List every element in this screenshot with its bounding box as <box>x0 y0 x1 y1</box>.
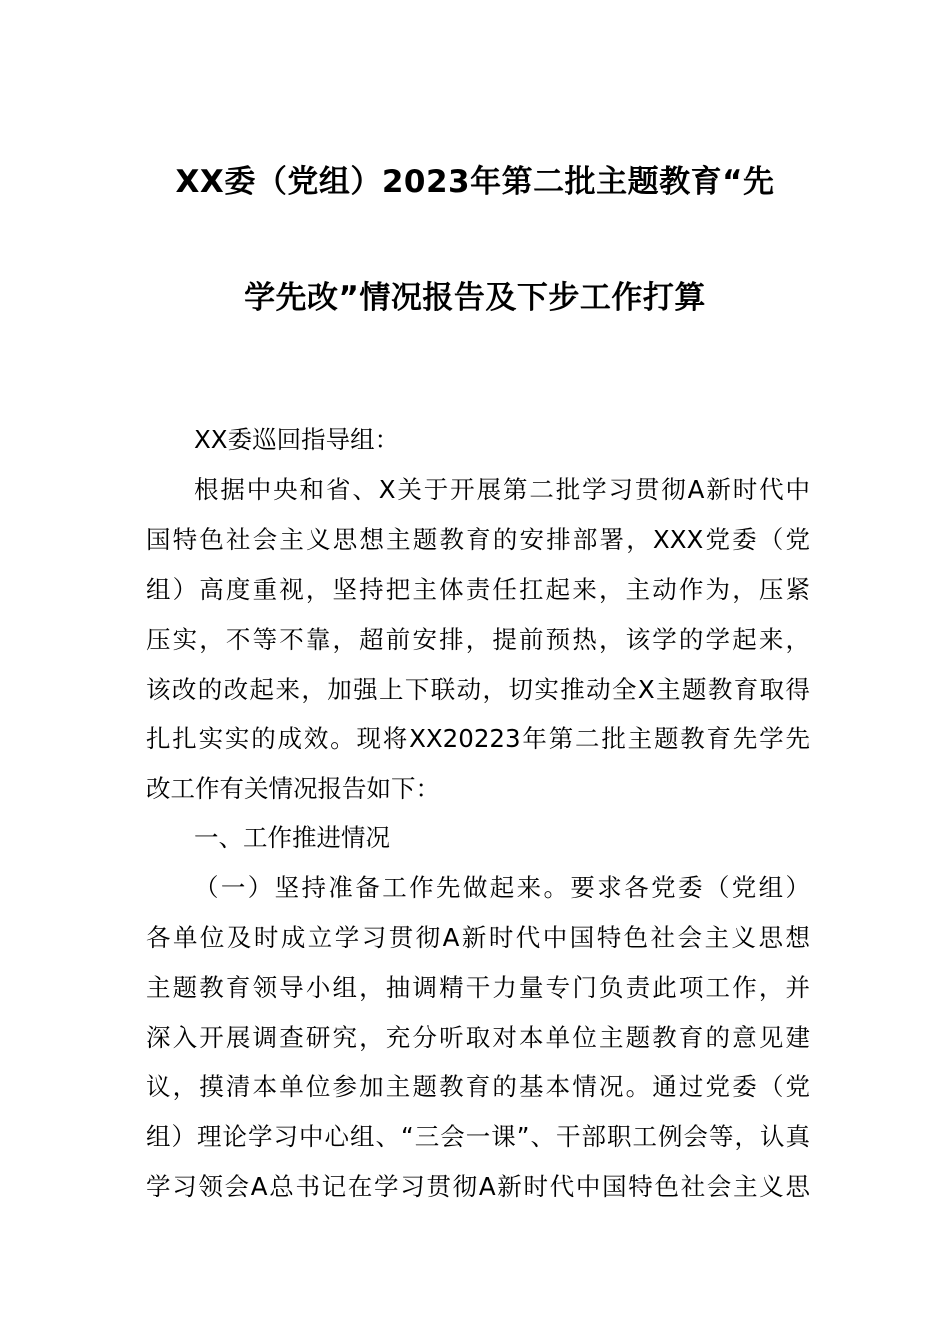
body-line: 主题教育领导小组，抽调精干力量专门负责此项工作，并 <box>146 973 810 1002</box>
section-heading: 一、工作推进情况 <box>194 823 390 852</box>
body-line: 议，摸清本单位参加主题教育的基本情况。通过党委（党 <box>146 1072 810 1101</box>
body-line: 组）高度重视，坚持把主体责任扛起来，主动作为，压紧 <box>146 575 810 604</box>
body-line: 组）理论学习中心组、“三会一课”、干部职工例会等，认真 <box>146 1122 810 1151</box>
document-title-line-2: 学先改”情况报告及下步工作打算 <box>244 280 706 316</box>
body-line: 各单位及时成立学习贯彻A新时代中国特色社会主义思想 <box>146 923 810 952</box>
body-line: 深入开展调查研究，充分听取对本单位主题教育的意见建 <box>146 1023 810 1052</box>
body-line: 压实，不等不靠，超前安排，提前预热，该学的学起来， <box>146 625 810 654</box>
body-line: 改工作有关情况报告如下： <box>146 774 440 803</box>
body-line: 学习领会A总书记在学习贯彻A新时代中国特色社会主义思 <box>146 1172 810 1201</box>
body-line: 国特色社会主义思想主题教育的安排部署，XXX党委（党 <box>146 525 810 554</box>
body-line: 该改的改起来，加强上下联动，切实推动全X主题教育取得 <box>146 675 810 704</box>
document-title-line-1: XX委（党组）2023年第二批主题教育“先 <box>175 164 775 200</box>
body-line: 根据中央和省、X关于开展第二批学习贯彻A新时代中 <box>194 475 810 504</box>
salutation: XX委巡回指导组： <box>194 425 400 454</box>
subsection-heading-line: （一）坚持准备工作先做起来。要求各党委（党组） <box>194 873 810 902</box>
body-line: 扎扎实实的成效。现将XX20223年第二批主题教育先学先 <box>146 724 810 753</box>
